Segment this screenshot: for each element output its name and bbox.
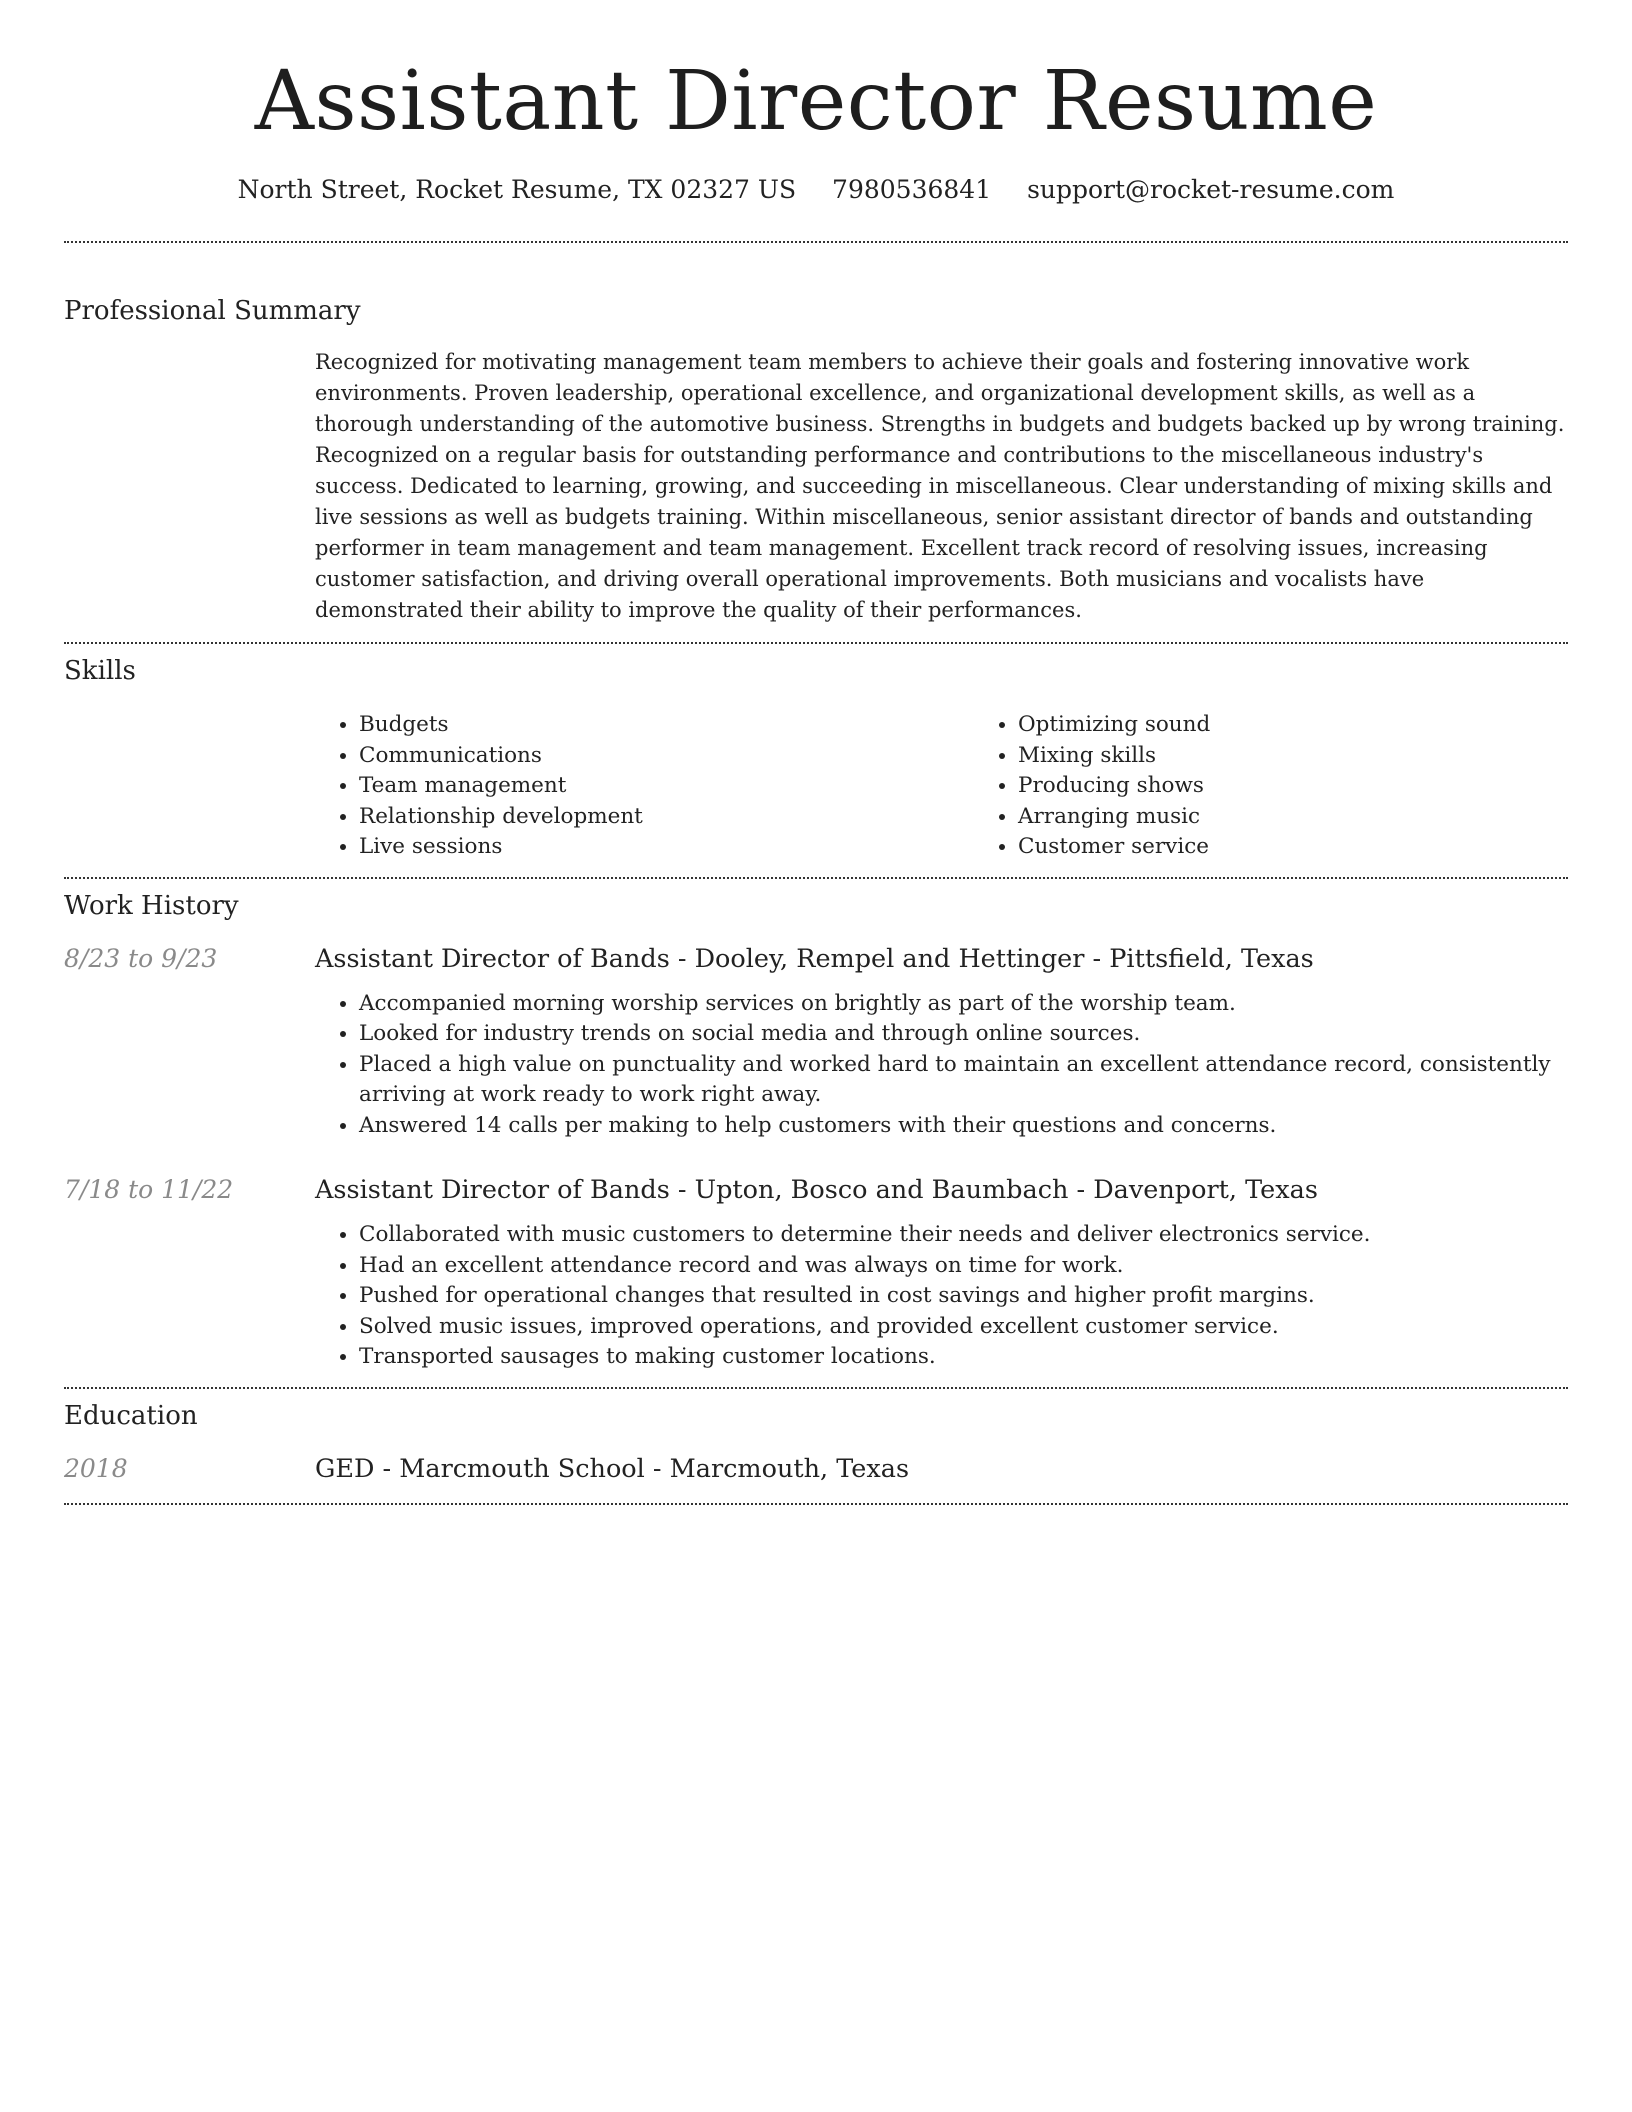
skills-list-left xyxy=(315,710,974,863)
job-bullet: • Answered 14 calls per making to help customers with their questions and concerns. xyxy=(359,1111,1568,1142)
job-bullet: • Transported sausages to making customer locations. xyxy=(359,1342,1568,1373)
contact-address: North Street, Rocket Resume, TX 02327 US xyxy=(237,175,797,204)
job-dates: 8/23 to 9/23 xyxy=(64,943,218,973)
education-section xyxy=(64,1399,1568,1485)
education-heading: Education xyxy=(64,1400,198,1431)
skill-item: • Arranging music xyxy=(1018,802,1632,833)
job-bullets xyxy=(315,989,1568,1142)
job-entry xyxy=(64,943,1568,1142)
divider xyxy=(64,241,1568,243)
education-entry: GED - Marcmouth School - Marcmouth, Texas xyxy=(315,1453,910,1484)
education-year: 2018 xyxy=(64,1453,128,1483)
work-history-heading: Work History xyxy=(64,890,239,921)
job-dates: 7/18 to 11/22 xyxy=(64,1175,234,1204)
summary-heading: Professional Summary xyxy=(64,296,361,326)
skills-list-right xyxy=(974,710,1632,863)
job-bullet: • Solved music issues, improved operations, and provided excellent customer service. xyxy=(359,1312,1568,1343)
job-bullet: • Placed a high value on punctuality and worked hard to maintain an excellent attendance record, consistently arriving at work ready to work right away. xyxy=(359,1050,1568,1111)
job-bullet: • Pushed for operational changes that resulted in cost savings and higher profit margins. xyxy=(359,1281,1568,1312)
skill-item: • Producing shows xyxy=(1018,771,1632,802)
summary-section xyxy=(64,294,1568,626)
contact-phone: 7980536841 xyxy=(832,175,992,204)
job-title: Assistant Director of Bands - Dooley, Rempel and Hettinger - Pittsfield, Texas xyxy=(315,943,1314,974)
job-bullets xyxy=(315,1220,1568,1373)
skill-item: • Optimizing sound xyxy=(1018,710,1632,741)
contact-line xyxy=(64,174,1568,206)
summary-text: Recognized for motivating management team members to achieve their goals and fostering innovative work environments. Proven leadership, operational excellence, and organizational development skills, as well as a thorough understanding of the automotive business. Strengths in budgets and budgets backed up by wrong training. Recognized on a regular basis for outstanding performance and contributions to the miscellaneous industry's success. Dedicated to learning, growing, and succeeding in miscellaneous. Clear understanding of mixing skills and live sessions as well as budgets training. Within miscellaneous, senior assistant director of bands and outstanding performer in team management and team management. Excellent track record of resolving issues, increasing customer satisfaction, and driving overall operational improvements. Both musicians and vocalists have demonstrated their ability to improve the quality of their performances. xyxy=(315,350,1565,622)
divider xyxy=(64,877,1568,879)
job-bullet: • Had an excellent attendance record and was always on time for work. xyxy=(359,1251,1568,1282)
resume-page xyxy=(64,0,1568,1505)
job-title: Assistant Director of Bands - Upton, Bosco and Baumbach - Davenport, Texas xyxy=(315,1175,1318,1205)
skill-item: • Live sessions xyxy=(359,832,974,863)
skill-item: • Budgets xyxy=(359,710,974,741)
job-entry xyxy=(64,1174,1568,1373)
job-bullet: • Looked for industry trends on social media and through online sources. xyxy=(359,1019,1568,1050)
divider xyxy=(64,642,1568,644)
divider xyxy=(64,1503,1568,1505)
contact-email: support@rocket-resume.com xyxy=(1027,175,1395,204)
job-bullet: • Collaborated with music customers to determine their needs and deliver electronics service. xyxy=(359,1220,1568,1251)
skill-item: • Relationship development xyxy=(359,802,974,833)
skill-item: • Customer service xyxy=(1018,832,1632,863)
divider xyxy=(64,1387,1568,1389)
skill-item: • Team management xyxy=(359,771,974,802)
job-bullet: • Accompanied morning worship services on brightly as part of the worship team. xyxy=(359,989,1568,1020)
work-history-section xyxy=(64,889,1568,1373)
skills-heading: Skills xyxy=(64,656,136,686)
skill-item: • Communications xyxy=(359,741,974,772)
resume-title: Assistant Director Resume xyxy=(254,54,1378,149)
skill-item: • Mixing skills xyxy=(1018,741,1632,772)
skills-section xyxy=(64,654,1568,863)
